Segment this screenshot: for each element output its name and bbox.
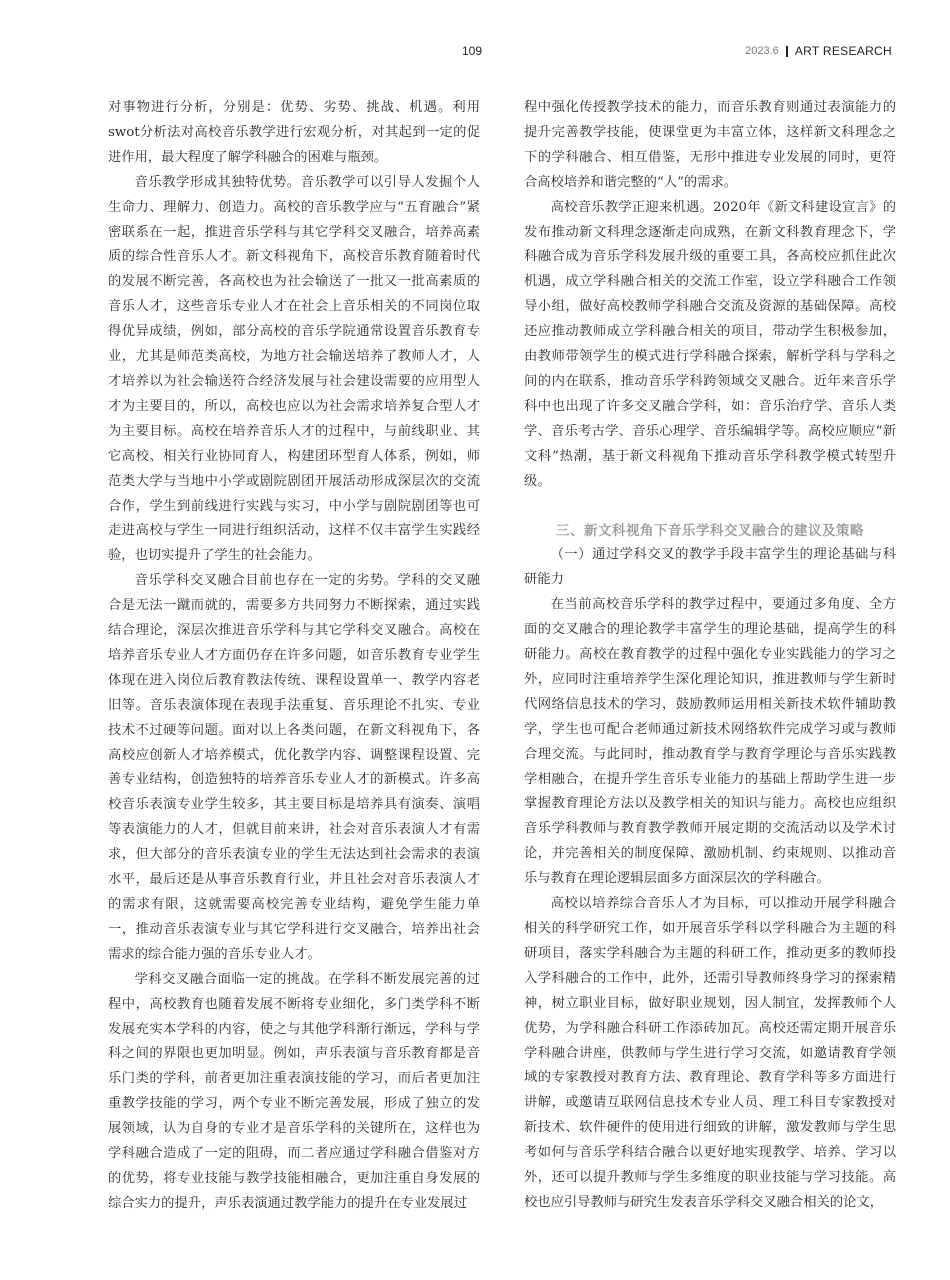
issue-label: 2023.6 (745, 45, 779, 57)
left-column (108, 96, 480, 1217)
sub-heading: （一）通过学科交叉的教学手段丰富学生的理论基础与科研能力 (524, 547, 896, 588)
paragraph: 程中强化传授教学技术的能力，而音乐教育则通过表演能力的提升完善教学技能，使课堂更为丰富立体，这样新文科理念之下的学科融合、相互借鉴，无形中推进专业发展的同时，更符合高校培养和谐完整的“人”的需求。 (524, 100, 896, 190)
paragraph: 学科交叉融合面临一定的挑战。在学科不断发展完善的过程中，高校教育也随着发展不断将专业细化，多门类学科不断发展充实本学科的内容，使之与其他学科渐行渐远，学科与学科之间的界限也更加明显。例如，声乐表演与音乐教育都是音乐门类的学科，前者更加注重表演技能的学习，而后者更加注重教学技能的学习，两个专业不断完善发展，形成了独立的发展领域，认为自身的专业才是音乐学科的关键所在，这样也为学科融合造成了一定的阻碍，而二者应通过学科融合借鉴对方的优势，将专业技能与教学技能相融合，更加注重自身发展的综合实力的提升，声乐表演通过教学能力的提升在专业发展过 (108, 971, 480, 1211)
paragraph: 对事物进行分析，分别是：优势、劣势、挑战、机遇。利用swot分析法对高校音乐教学进行宏观分析，对其起到一定的促进作用，最大程度了解学科融合的困难与瓶颈。 (108, 100, 480, 165)
right-column (524, 96, 896, 1216)
paragraph: 在当前高校音乐学科的教学过程中，要通过多角度、全方面的交叉融合的理论教学丰富学生的理论基础，提高学生的科研能力。高校在教育教学的过程中强化专业实践能力的学习之外，应同时注重培养学生深化理论知识，推进教师与学生新时代网络信息技术的学习，鼓励教师运用相关新技术软件辅助教学，学生也可配合老师通过新技术网络软件完成学习或与教师合理交流。与此同时，推动教育学与教育学理论与音乐实践教学相融合，在提升学生音乐专业能力的基础上帮助学生进一步掌握教育理论方法以及教学相关的知识与能力。高校也应组织音乐学科教师与教育教学教师开展定期的交流活动以及学术讨论，并完善相关的制度保障、激励机制、约束规则、以推动音乐与教育在理论逻辑层面多方面深层次的学科融合。 (524, 597, 896, 887)
running-head (745, 44, 892, 58)
page-number: 109 (461, 44, 483, 58)
paragraph: 音乐教学形成其独特优势。音乐教学可以引导人发掘个人生命力、理解力、创造力。高校的音乐教学应与“五育融合”紧密联系在一起，推进音乐学科与其它学科交叉融合，培养高素质的综合性音乐人才。新文科视角下，高校音乐教育随着时代的发展不断完善，各高校也为社会输送了一批又一批高素质的音乐人才，这些音乐专业人才在社会上音乐相关的不同岗位取得优异成绩，例如，部分高校的音乐学院通常设置音乐教育专业，尤其是师范类高校，为地方社会输送培养了教师人才，人才培养以为社会输送符合经济发展与社会建设需要的应用型人才为主要目的，所以，高校也应以为社会需求培养复合型人才为主要目标。高校在培养音乐人才的过程中，与前线职业、其它高校、相关行业协同育人，构建团环型育人体系，例如，师范类大学与当地中小学或剧院剧团开展活动形成深层次的交流合作，学生到前线进行实践与实习，中小学与剧院剧团等也可走进高校与学生一同进行组织活动，这样不仅丰富学生实践经验，也切实提升了学生的社会能力。 (108, 174, 480, 564)
header-divider (786, 46, 788, 57)
paragraph: 高校以培养综合音乐人才为目标，可以推动开展学科融合相关的科学研究工作，如开展音乐学科以学科融合为主题的科研项目，落实学科融合为主题的科研工作，推动更多的教师投入学科融合的工作中，此外，还需引导教师终身学习的探索精神，树立职业目标，做好职业规划，因人制宜，发挥教师个人优势，为学科融合科研工作添砖加瓦。高校还需定期开展音乐学科融合讲座，供教师与学生进行学习交流，如邀请教育学领域的专家教授对教育方法、教育理论、教育学科等多方面进行讲解，或邀请互联网信息技术专业人员、理工科目专家教授对新技术、软件硬件的使用进行细致的讲解，激发教师与学生思考如何与音乐学科结合融合以更好地实现教学、培养、学习以外，还可以提升教师与学生多维度的职业技能与学习技能。高校也应引导教师与研究生发表音乐学科交叉融合相关的论文， (524, 896, 896, 1210)
paragraph: 高校音乐教学正迎来机遇。2020年《新文科建设宣言》的发布推动新文科理念逐渐走向成熟，在新文科教育理念下，学科融合成为音乐学科发展升级的重要工具，各高校应抓住此次机遇，成立学科融合相关的交流工作室，设立学科融合工作领导小组，做好高校教师学科融合交流及资源的基础保障。高校还应推动教师成立学科融合相关的项目，带动学生积极参加，由教师带领学生的模式进行学科融合探索，解析学科与学科之间的内在联系，推动音乐学科跨领域交叉融合。近年来音乐学科中也出现了许多交叉融合学科，如：音乐治疗学、音乐人类学、音乐考古学、音乐心理学、音乐编辑学等。高校应顺应“新文科”热潮，基于新文科视角下推动音乐学科教学模式转型升级。 (524, 199, 896, 489)
journal-title: ART RESEARCH (794, 44, 892, 58)
paragraph: 音乐学科交叉融合目前也存在一定的劣势。学科的交叉融合是无法一蹴而就的，需要多方共同努力不断探索，通过实践结合理论，深层次推进音乐学科与其它学科交叉融合。高校在培养音乐专业人才方面仍存在许多问题，如音乐教育专业学生体现在进入岗位后教育教法传统、课程设置单一、教学内容老旧等。音乐表演体现在表现手法重复、音乐理论不扎实、专业技术不过硬等问题。面对以上各类问题，在新文科视角下，各高校应创新人才培养模式，优化教学内容、调整课程设置、完善专业结构，创造独特的培养音乐专业人才的新模式。许多高校音乐表演专业学生较多，其主要目标是培养具有演奏、演唱等表演能力的人才，但就目前来讲，社会对音乐表演人才有需求，但大部分的音乐表演专业的学生无法达到社会需求的表演水平，最后还是从事音乐教育行业，并且社会对音乐表演人才的需求有限，这就需要高校完善专业结构，避免学生能力单一，推动音乐表演专业与其它学科进行交叉融合，培养出社会需求的综合能力强的音乐专业人才。 (108, 573, 480, 962)
section-heading: 三、新文科视角下音乐学科交叉融合的建议及策略 (556, 522, 864, 539)
